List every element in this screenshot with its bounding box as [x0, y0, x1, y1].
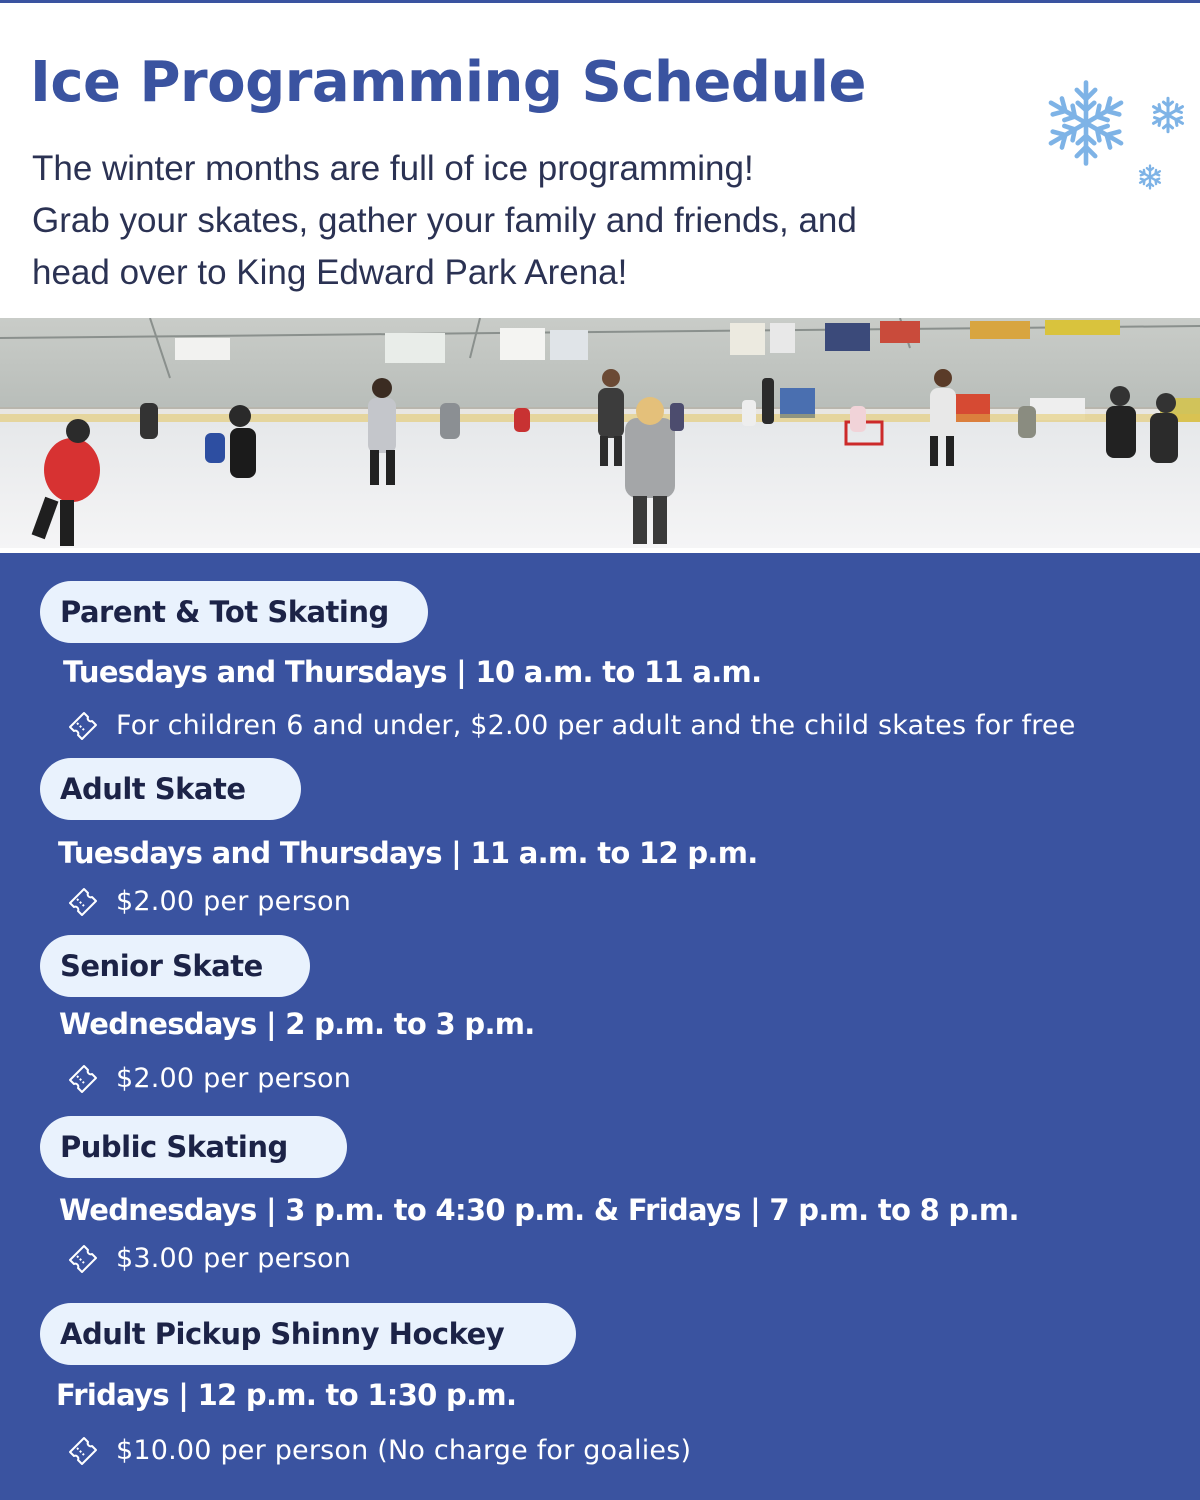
ticket-icon — [62, 1430, 102, 1470]
intro-line: head over to King Edward Park Arena! — [32, 253, 628, 292]
program-price-text: $2.00 per person — [116, 1062, 352, 1094]
program-price — [62, 881, 351, 921]
snowflake-icon — [1149, 96, 1187, 134]
program-price — [62, 1238, 351, 1278]
schedule-panel — [0, 553, 1200, 1500]
ticket-icon — [62, 1238, 102, 1278]
program-name-pill: Senior Skate — [40, 935, 310, 997]
program-price-text: $10.00 per person (No charge for goalies) — [116, 1434, 692, 1466]
program-schedule: Wednesdays | 3 p.m. to 4:30 p.m. & Fridays | 7 p.m. to 8 p.m. — [59, 1193, 1019, 1227]
program-price — [62, 705, 1076, 745]
program-schedule: Tuesdays and Thursdays | 11 a.m. to 12 p.m. — [58, 836, 758, 870]
intro-line: The winter months are full of ice programming! — [32, 149, 754, 188]
ticket-icon — [62, 705, 102, 745]
ticket-icon — [62, 881, 102, 921]
program-name-pill: Adult Pickup Shinny Hockey — [40, 1303, 576, 1365]
page-title: Ice Programming Schedule — [30, 50, 866, 115]
program-schedule: Fridays | 12 p.m. to 1:30 p.m. — [56, 1378, 517, 1412]
program-price-text: $3.00 per person — [116, 1242, 352, 1274]
program-name-pill: Adult Skate — [40, 758, 301, 820]
ticket-icon — [62, 1058, 102, 1098]
intro-line: Grab your skates, gather your family and friends, and — [32, 201, 857, 240]
program-schedule: Tuesdays and Thursdays | 10 a.m. to 11 a.m. — [63, 655, 762, 689]
program-price — [62, 1058, 351, 1098]
snowflake-icon — [1137, 164, 1163, 190]
program-price-text: $2.00 per person — [116, 885, 352, 917]
program-name-pill: Public Skating — [40, 1116, 347, 1178]
program-schedule: Wednesdays | 2 p.m. to 3 p.m. — [59, 1007, 535, 1041]
program-price — [62, 1430, 691, 1470]
intro-text — [32, 143, 1032, 299]
snowflake-icon — [1040, 77, 1132, 169]
program-price-text: For children 6 and under, $2.00 per adult and the child skates for free — [116, 709, 1076, 741]
arena-photo — [0, 318, 1200, 548]
top-rule — [0, 0, 1200, 3]
program-name-pill: Parent & Tot Skating — [40, 581, 428, 643]
